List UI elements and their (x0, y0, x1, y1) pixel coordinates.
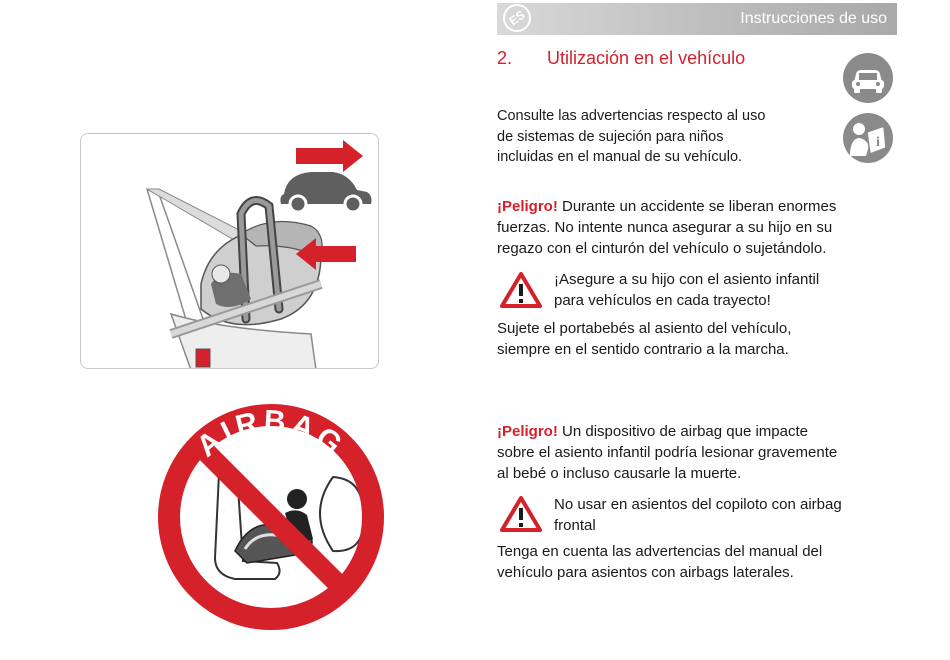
car-icon (280, 172, 371, 212)
no-airbag-sign (157, 403, 385, 631)
warning-line: frontal (554, 517, 596, 534)
danger-text: al bebé o incluso causarle la muerte. (497, 465, 742, 482)
instruction-paragraph-2 (497, 541, 897, 583)
svg-text:i: i (876, 135, 880, 150)
airbag-sign-text: AIRBAG (190, 404, 352, 464)
car-seat-illustration (81, 134, 379, 369)
instruction-line: Tenga en cuenta las advertencias del manual del (497, 543, 823, 560)
warning-triangle-icon (500, 496, 542, 532)
car-direction-arrow-icon (296, 140, 363, 172)
page-header (497, 3, 897, 35)
warning-line: ¡Asegure a su hijo con el asiento infantil (554, 271, 820, 288)
car-icon (842, 52, 894, 104)
warning-line: No usar en asientos del copiloto con airbag (554, 496, 842, 513)
danger-text: sobre el asiento infantil podría lesionar gravemente (497, 444, 838, 461)
danger-text: fuerzas. No intente nunca asegurar a su hijo en su (497, 219, 833, 236)
intro-line: de sistemas de sujeción para niños (497, 128, 724, 145)
infant-carrier-illustration (80, 133, 379, 369)
language-badge: ES (498, 0, 537, 37)
manual-reader-icon (842, 112, 894, 164)
header-title: Instrucciones de uso (740, 10, 887, 27)
danger-label: ¡Peligro! (497, 198, 558, 215)
danger-text: Durante un accidente se liberan enormes (557, 198, 837, 215)
danger-text: regazo con el cinturón del vehículo o sujetándolo. (497, 240, 827, 257)
danger-text: Un dispositivo de airbag que impacte (557, 423, 808, 440)
section-number: 2. (497, 48, 513, 68)
warning-triangle-icon (500, 272, 542, 308)
danger-paragraph-2 (497, 421, 897, 484)
section-title (497, 48, 745, 69)
danger-label: ¡Peligro! (497, 423, 558, 440)
warning-line: para vehículos en cada trayecto! (554, 292, 771, 309)
danger-paragraph-1 (497, 196, 897, 259)
instruction-paragraph-1 (497, 318, 897, 360)
warning-2 (554, 494, 894, 536)
intro-line: Consulte las advertencias respecto al uso (497, 108, 766, 124)
instruction-line: siempre en el sentido contrario a la marcha. (497, 341, 789, 358)
intro-paragraph (497, 106, 837, 168)
instruction-line: vehículo para asientos con airbags laterales. (497, 564, 794, 581)
intro-line: incluidas en el manual de su vehículo. (497, 149, 743, 165)
instruction-line: Sujete el portabebés al asiento del vehículo, (497, 320, 792, 337)
warning-1 (554, 269, 894, 311)
section-title-text: Utilización en el vehículo (547, 48, 746, 68)
